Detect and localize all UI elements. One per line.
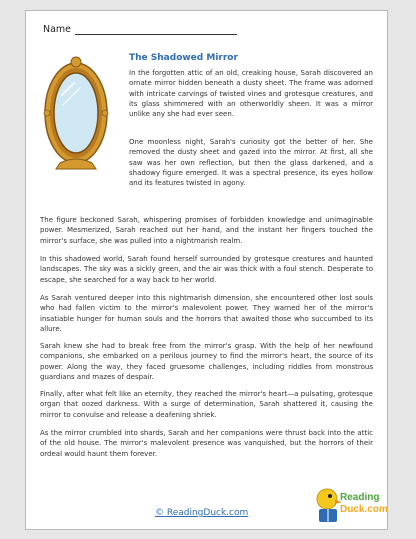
story-title: The Shadowed Mirror — [129, 53, 238, 63]
readingduck-link[interactable]: © ReadingDuck.com — [155, 508, 249, 518]
story-paragraph-2: One moonless night, Sarah's curiosity got the better of her. She removed the dusty sheet and gazed into the mirror. At first, all she saw was her own reflection, but then the glass darkened, and a shadowy figure emerged. It was a spectral presence, its eyes hollow and its features twisted in agony. — [129, 138, 373, 188]
name-blank-line[interactable] — [75, 25, 237, 35]
name-field-row — [43, 24, 237, 35]
logo-text-duck: Duck.com — [340, 504, 388, 515]
story-paragraph-4: In this shadowed world, Sarah found herself surrounded by grotesque creatures and haunted landscapes. The sky was a sickly green, and the air was thick with a foul stench. Desperate to escape, she searched for a way back to her world. — [40, 255, 373, 284]
story-paragraph-3: The figure beckoned Sarah, whispering promises of forbidden knowledge and unimaginable power. Mesmerized, Sarah reached out her hand, and the instant her fingers touched the mirror's surface, she was pulled into a nightmarish realm. — [40, 216, 373, 245]
worksheet-page — [25, 10, 388, 530]
story-paragraph-1: In the forgotten attic of an old, creaking house, Sarah discovered an ornate mirror hidden beneath a dusty sheet. The frame was adorned with intricate carvings of twisted vines and grotesque creatures, and its glass shimmered with an otherworldly sheen. It was a mirror unlike any she had ever seen. — [129, 69, 373, 119]
story-paragraph-5: As Sarah ventured deeper into this nightmarish dimension, she encountered other lost souls who had fallen victim to the mirror's malevolent power. They warned her of the mirror's insatiable hunger for human souls and the horrors that awaited those who succumbed to its allure. — [40, 294, 373, 333]
story-paragraph-8: As the mirror crumbled into shards, Sarah and her companions were thrust back into the attic of the old house. The mirror's malevolent presence was vanquished, but the horrors of their ordeal would haunt them forever. — [40, 429, 373, 458]
readingduck-logo — [314, 477, 388, 527]
name-label: Name — [43, 24, 72, 35]
story-paragraph-7: Finally, after what felt like an eternity, they reached the mirror's heart—a pulsating, grotesque organ that oozed darkness. With a surge of determination, Sarah shattered it, causing the mirror to convulse and release a deafening shriek. — [40, 390, 373, 419]
ornate-mirror-illustration — [40, 55, 112, 173]
story-paragraph-6: Sarah knew she had to break free from the mirror's grasp. With the help of her newfound companions, she embarked on a perilous journey to find the mirror's heart, the source of its power. Along the way, they faced gruesome challenges, including riddles from monstrous guardians and mazes of despair. — [40, 342, 373, 381]
logo-text-reading: Reading — [340, 492, 380, 503]
